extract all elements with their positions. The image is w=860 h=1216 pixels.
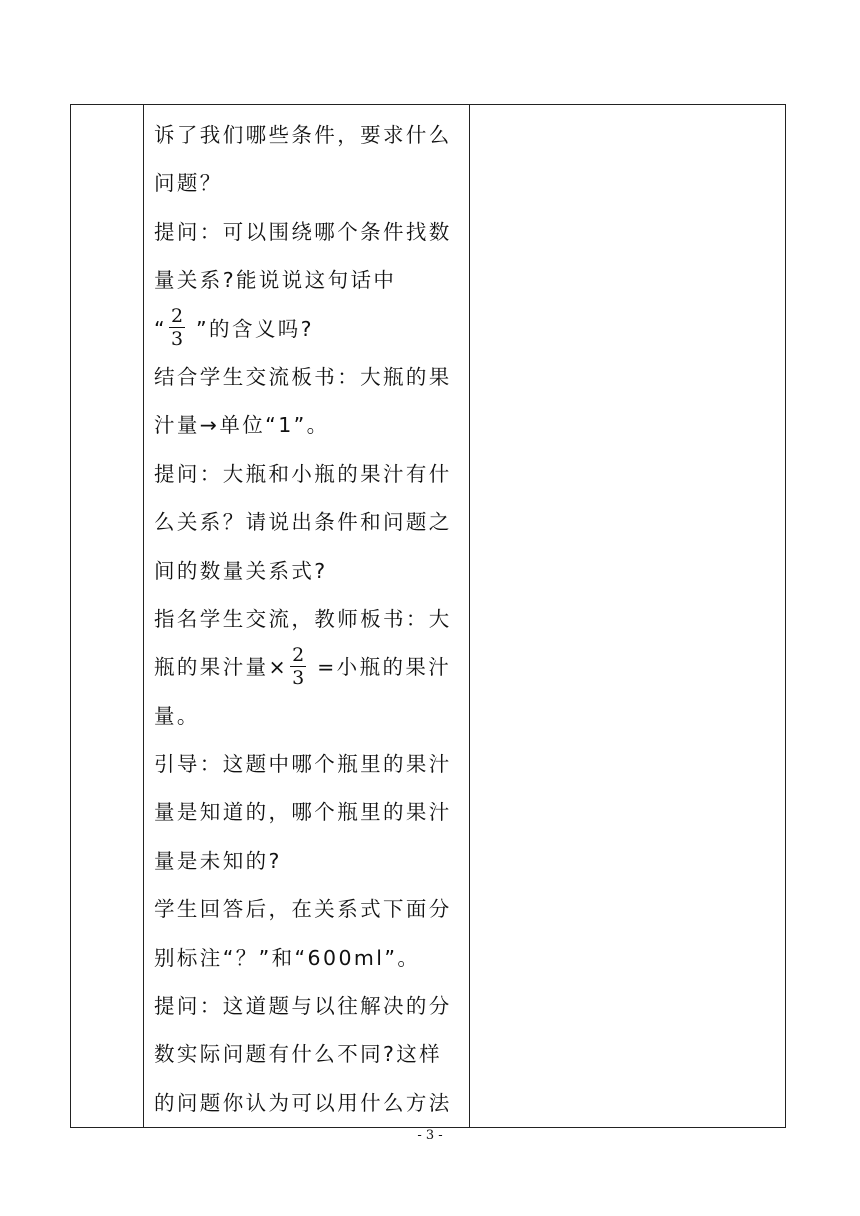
fraction-numerator: 2 xyxy=(292,643,305,666)
text-line: 提问：这道题与以往解决的分 xyxy=(154,994,452,1019)
text-line-with-fraction xyxy=(154,305,463,353)
fraction-numerator: 2 xyxy=(171,305,184,328)
text-line: 学生回答后，在关系式下面分 xyxy=(154,897,452,922)
empty-left-cell xyxy=(71,105,144,1128)
teaching-process-cell xyxy=(144,105,470,1128)
empty-right-cell xyxy=(470,105,786,1128)
fraction-two-thirds xyxy=(290,644,306,689)
text-line: 量。 xyxy=(154,703,200,728)
text-line: 汁量→单位“1”。 xyxy=(154,413,330,438)
page-number: - 3 - xyxy=(417,1128,443,1143)
text-line: 量是未知的? xyxy=(154,848,282,873)
text-segment: =小瓶的果汁 xyxy=(308,655,452,680)
text-line: 结合学生交流板书：大瓶的果 xyxy=(154,364,452,389)
text-line: 诉了我们哪些条件，要求什么 xyxy=(154,123,452,147)
lesson-table xyxy=(70,104,786,1128)
fraction-denominator: 3 xyxy=(292,666,305,689)
table-row xyxy=(71,105,786,1128)
text-line: 问题？ xyxy=(154,171,223,196)
teaching-text xyxy=(144,105,469,1127)
text-segment: 瓶的果汁量× xyxy=(154,655,289,680)
text-segment: “ xyxy=(154,316,168,341)
text-line: 别标注“？”和“600ml”。 xyxy=(154,945,421,970)
fraction-two-thirds xyxy=(169,305,185,350)
fraction-denominator: 3 xyxy=(171,328,184,351)
text-segment: ”的含义吗? xyxy=(187,316,314,341)
text-line: 么关系？请说出条件和问题之 xyxy=(154,510,452,535)
text-line-with-fraction xyxy=(154,643,463,691)
text-line: 提问：可以围绕哪个条件找数 xyxy=(154,219,452,244)
text-line: 的问题你认为可以用什么方法 xyxy=(154,1090,452,1115)
text-line: 提问：大瓶和小瓶的果汁有什 xyxy=(154,461,452,486)
text-line: 数实际问题有什么不同?这样 xyxy=(154,1042,443,1067)
text-line: 引导：这题中哪个瓶里的果汁 xyxy=(154,752,452,777)
text-line: 量关系?能说说这句话中 xyxy=(154,268,397,293)
text-line: 指名学生交流，教师板书：大 xyxy=(154,606,452,631)
text-line: 间的数量关系式? xyxy=(154,558,328,583)
text-line: 量是知道的，哪个瓶里的果汁 xyxy=(154,800,452,825)
